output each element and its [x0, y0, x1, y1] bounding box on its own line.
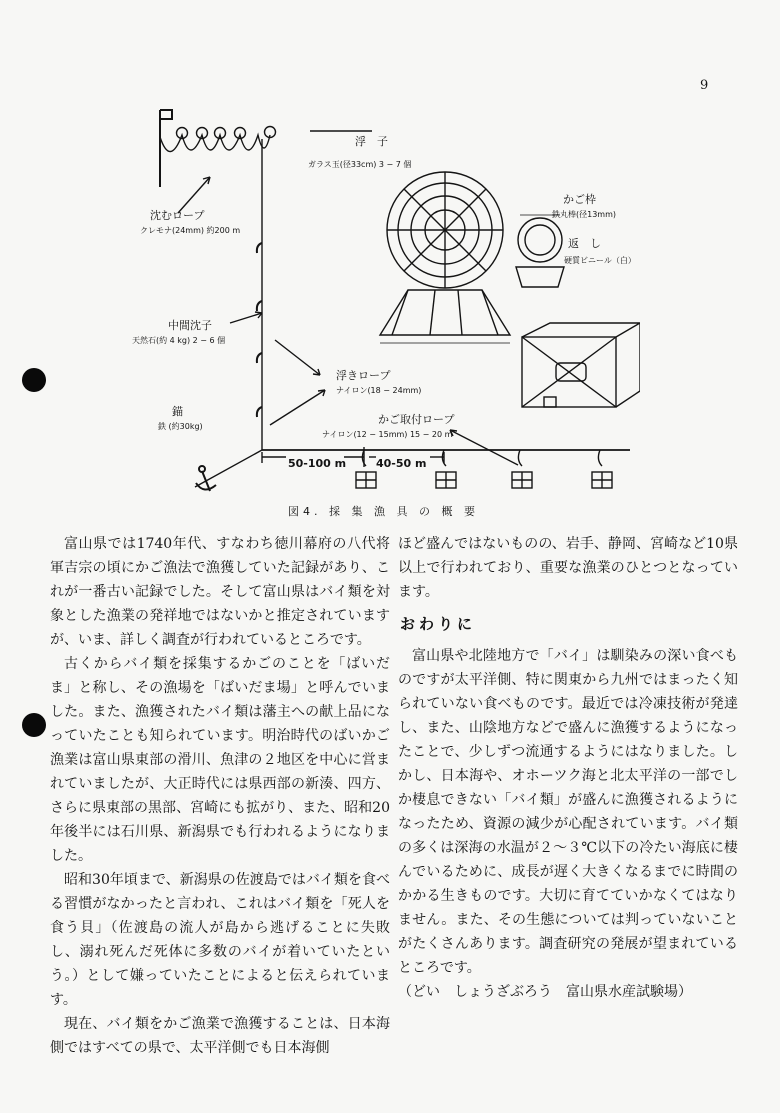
basket-frame-side-view — [380, 290, 510, 343]
paragraph: 現在、バイ類をかご漁業で漁獲することは、日本海側ではすべての県で、太平洋側でも日本海側 — [50, 1016, 390, 1056]
paragraph-continuation: ほど盛んではないものの、岩手、静岡、宮崎など10県以上で行われており、重要な漁業のひとつとなっています。 — [398, 536, 738, 600]
fishing-gear-figure — [132, 95, 640, 495]
anchor-label: 錨 — [172, 405, 183, 418]
float-label: 浮 子 — [355, 135, 388, 148]
paragraph: 昭和30年頃まで、新潟県の佐渡島ではバイ類を食べる習慣がなかったと言われ、これはバイ類を「死人を食う貝」（佐渡島の流人が島から逃げることに失敗し、溺れ死んだ死体に多数のバイが着いていたという。）として嫌っていたことによると伝えられています。 — [50, 872, 390, 1008]
punch-hole-top — [22, 368, 46, 392]
return-detail: 硬質ビニール（白） — [564, 256, 636, 265]
right-column — [398, 532, 738, 1004]
floating-rope-detail: ナイロン(18 − 24mm) — [336, 386, 422, 395]
sinking-rope-label: 沈むロープ — [150, 209, 205, 222]
paragraph: 富山県では1740年代、すなわち徳川幕府の八代将軍吉宗の頃にかご漁法で漁獲していた記録があり、これが一番古い記録でした。そして富山県はバイ類を対象とした漁業の発祥地ではないかと推定されていますが、いま、詳しく調査が行われているところです。 — [50, 536, 390, 648]
anchor — [196, 466, 216, 491]
label-arrows — [178, 131, 518, 465]
frame-detail: 鉄丸棒(径13mm) — [552, 210, 617, 219]
floating-rope-label: 浮きロープ — [336, 369, 391, 382]
middle-sinkers — [257, 243, 262, 417]
author-signature: （どい しょうざぶろう 富山県水産試験場） — [398, 984, 692, 1000]
basket-frame-top-view — [387, 172, 503, 288]
box-trap — [522, 323, 640, 407]
frame-label: かご枠 — [563, 193, 596, 206]
sinking-rope-detail: クレモナ(24mm) 約200 m — [140, 226, 241, 235]
basket-rope-detail: ナイロン(12 − 15mm) 15 − 20 m — [322, 430, 453, 439]
paragraph: 富山県や北陸地方で「バイ」は馴染みの深い食べものですが太平洋側、特に関東から九州ではまったく知られていない食べものです。最近では冷凍技術が発達し、また、山陰地方などで盛んに漁獲するようになったことで、少しずつ流通するようにはなりました。しかし、日本海や、オホーツク海と北太平洋の一部でしか棲息できない「バイ類」が盛んに漁獲されるようになったため、資源の減少が心配されています。バイ類の多くは深海の水温が２～３℃以下の冷たい海底に棲んでいるために、成長が遅く大きくなるまでに時間のかかる生きものです。大切に育てていかなくてはなりません。また、その生態については判っていないことがたくさんあります。調査研究の発展が望まれているところです。 — [398, 648, 738, 976]
middle-sinker-label: 中間沈子 — [168, 319, 212, 332]
span-label-b: 40-50 m — [376, 457, 427, 470]
left-column — [50, 532, 390, 1060]
basket-rope-label: かご取付ロープ — [378, 413, 455, 426]
paragraph: 古くからバイ類を採集するかごのことを「ばいだま」と称し、その漁場を「ばいだま場」と呼んでいました。また、漁獲されたバイ類は藩主への献上品になっていたことも知られています。明治時代のばいかご漁業は富山県東部の滑川、魚津の２地区を中心に営まれていましたが、大正時代には県西部の新湊、四方、さらに県東部の黒部、宮崎にも拡がり、また、昭和20年後半には石川県、新潟県でも行われるようになりました。 — [50, 656, 390, 864]
return-label: 返 し — [568, 237, 601, 250]
middle-sinker-detail: 天然石(約 4 kg) 2 − 6 個 — [132, 336, 226, 345]
punch-hole-bottom — [22, 713, 46, 737]
float-detail: ガラス玉(径33cm) 3 − 7 個 — [308, 160, 412, 169]
page-number: 9 — [700, 78, 709, 93]
glass-floats — [160, 127, 276, 152]
figure-caption: 図4. 採 集 漁 具 の 概 要 — [288, 505, 479, 518]
anchor-detail: 鉄 (約30kg) — [158, 422, 203, 431]
return-fitting — [516, 215, 564, 287]
span-label-a: 50-100 m — [288, 457, 347, 470]
section-heading: おわりに — [400, 615, 477, 633]
